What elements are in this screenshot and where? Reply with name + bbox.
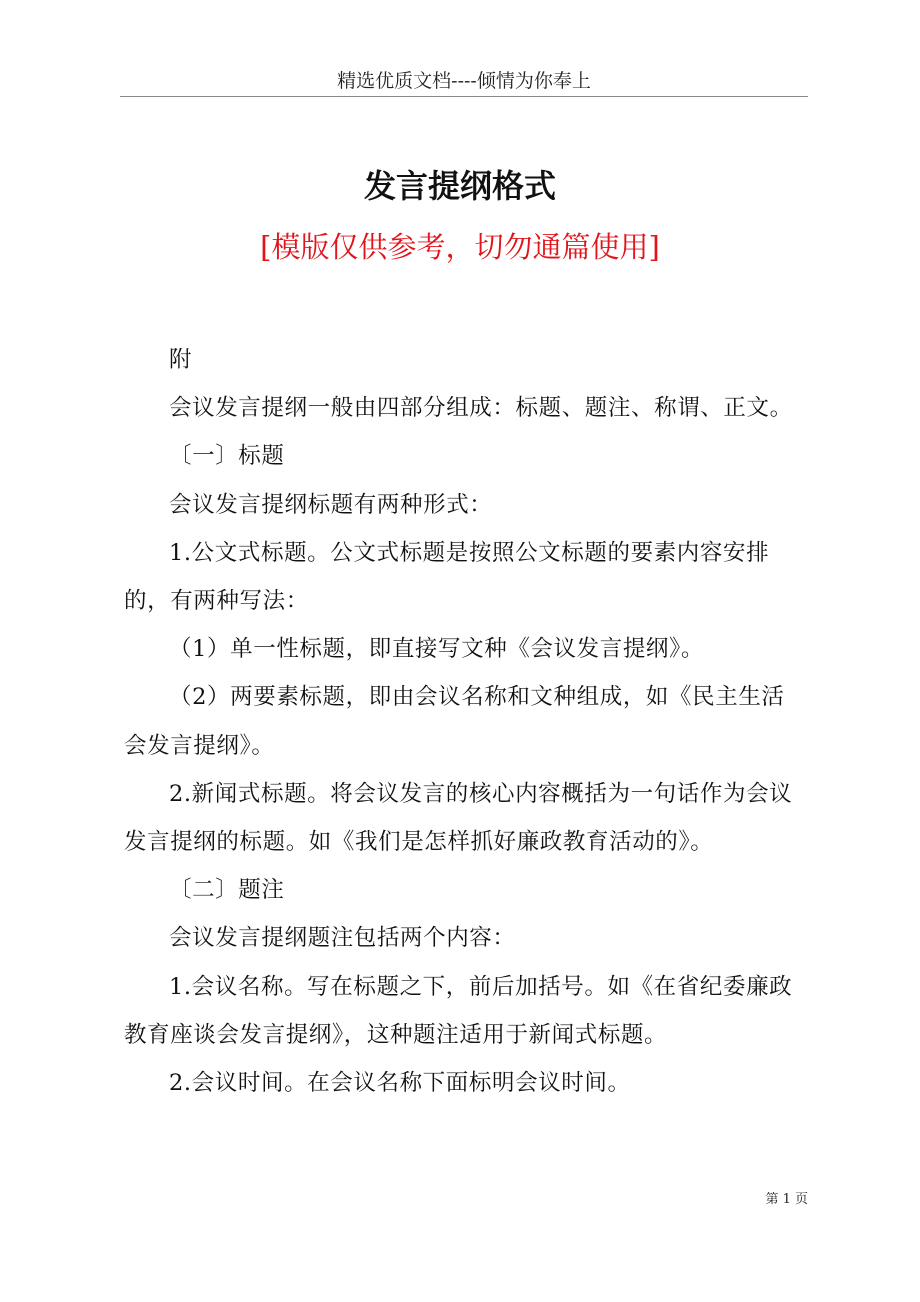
paragraph: 2.会议时间。在会议名称下面标明会议时间。: [169, 1070, 631, 1097]
page-number: 第 1 页: [765, 1192, 808, 1207]
paragraph: 1.会议名称。写在标题之下，前后加括号。如《在省纪委廉政教育座谈会发言提纲》，这种题注适用于新闻式标题。: [124, 973, 793, 1048]
paragraph: （1）单一性标题，即直接写文种《会议发言提纲》。: [169, 636, 704, 663]
header-text: 精选优质文档----倾情为你奉上: [337, 70, 591, 92]
section-heading: 〔一〕标题: [169, 443, 285, 470]
paragraph: 附: [169, 347, 193, 373]
paragraph: 会议发言提纲标题有两种形式：: [169, 491, 493, 518]
paragraph: 2.新闻式标题。将会议发言的核心内容概括为一句话作为会议发言提纲的标题。如《我们是怎样抓好廉政教育活动的》。: [124, 780, 793, 856]
paragraph: （2）两要素标题，即由会议名称和文种组成，如《民主生活会发言提纲》。: [124, 684, 785, 759]
document-title: 发言提纲格式: [363, 167, 556, 205]
paragraph: 1.公文式标题。公文式标题是按照公文标题的要素内容安排的，有两种写法：: [124, 539, 770, 615]
section-heading: 〔二〕题注: [169, 877, 285, 904]
paragraph: 会议发言提纲一般由四部分组成：标题、题注、称谓、正文。: [169, 395, 793, 422]
paragraph: 会议发言提纲题注包括两个内容：: [169, 925, 516, 952]
document-subtitle: [模版仅供参考，切勿通篇使用]: [260, 230, 660, 264]
document-body: [124, 336, 796, 1107]
page-header: [120, 66, 808, 97]
